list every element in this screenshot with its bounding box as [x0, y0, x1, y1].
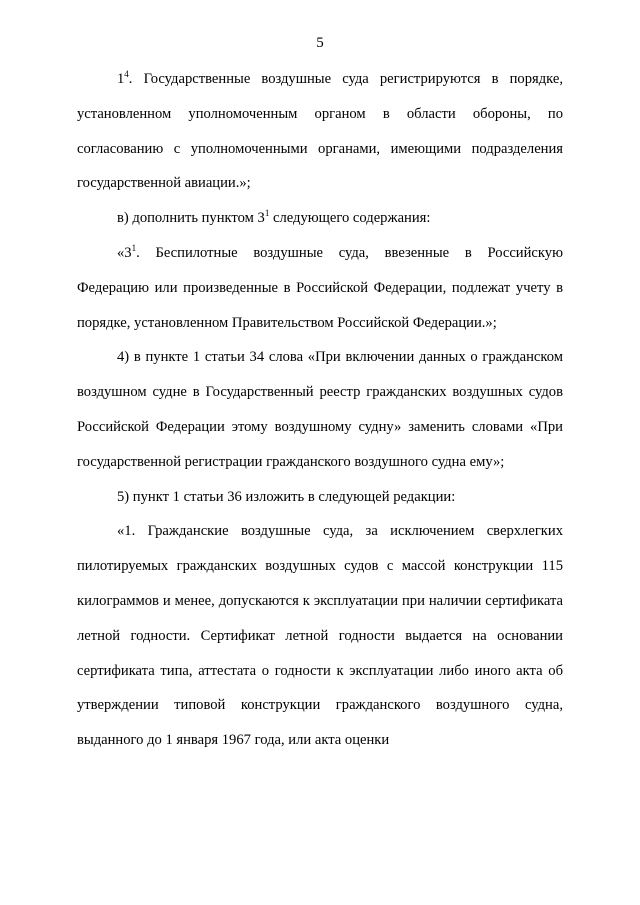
- paragraph-text: 4) в пункте 1 статьи 34 слова «При включении данных о гражданском воздушном судне в Государственный реестр гражданских воздушных судов Российской Федерации этому воздушному судну» заменить словами «При государственной регистрации гражданского воздушного судна ему»;: [77, 349, 563, 470]
- paragraph-text: «1. Гражданские воздушные суда, за исключением сверхлегких пилотируемых гражданских воздушных судов с массой конструкции 115 килограммов и менее, допускаются к эксплуатации при наличии сертификата летной годности. Сертификат летной годности выдается на основании сертификата типа, аттестата о годности к эксплуатации либо иного акта об утверждении типовой конструкции гражданского воздушного судна, выданного до 1 января 1967 года, или акта оценки: [77, 523, 563, 749]
- paragraph-amendment-v: [77, 201, 563, 236]
- superscript: 1: [131, 242, 137, 253]
- paragraph-text: в) дополнить пунктом 3: [117, 210, 265, 227]
- paragraph-amendment-4: [77, 340, 563, 479]
- paragraph-airworthiness: [77, 514, 563, 758]
- paragraph-text: . Государственные воздушные суда регистрируются в порядке, установленном уполномоченным органом в области обороны, по согласованию с уполномоченными органами, имеющими подразделения государственной авиации.»;: [77, 71, 563, 192]
- paragraph-registration-state-aircraft: [77, 62, 563, 201]
- paragraph-amendment-5: [77, 480, 563, 515]
- paragraph-text: «3: [117, 244, 132, 261]
- superscript: 4: [124, 69, 129, 79]
- paragraph-text: следующего содержания:: [269, 210, 431, 227]
- document-body: [77, 62, 563, 758]
- paragraph-text: 5) пункт 1 статьи 36 изложить в следующей редакции:: [117, 488, 456, 505]
- page-number: 5: [316, 35, 324, 51]
- paragraph-text: 1: [117, 71, 125, 87]
- superscript: 1: [264, 208, 270, 219]
- paragraph-unmanned-aircraft: [77, 236, 563, 340]
- paragraph-text: . Беспилотные воздушные суда, ввезенные в Российскую Федерацию или произведенные в Российской Федерации, подлежат учету в порядке, установленном Правительством Российской Федерации.»;: [77, 244, 563, 331]
